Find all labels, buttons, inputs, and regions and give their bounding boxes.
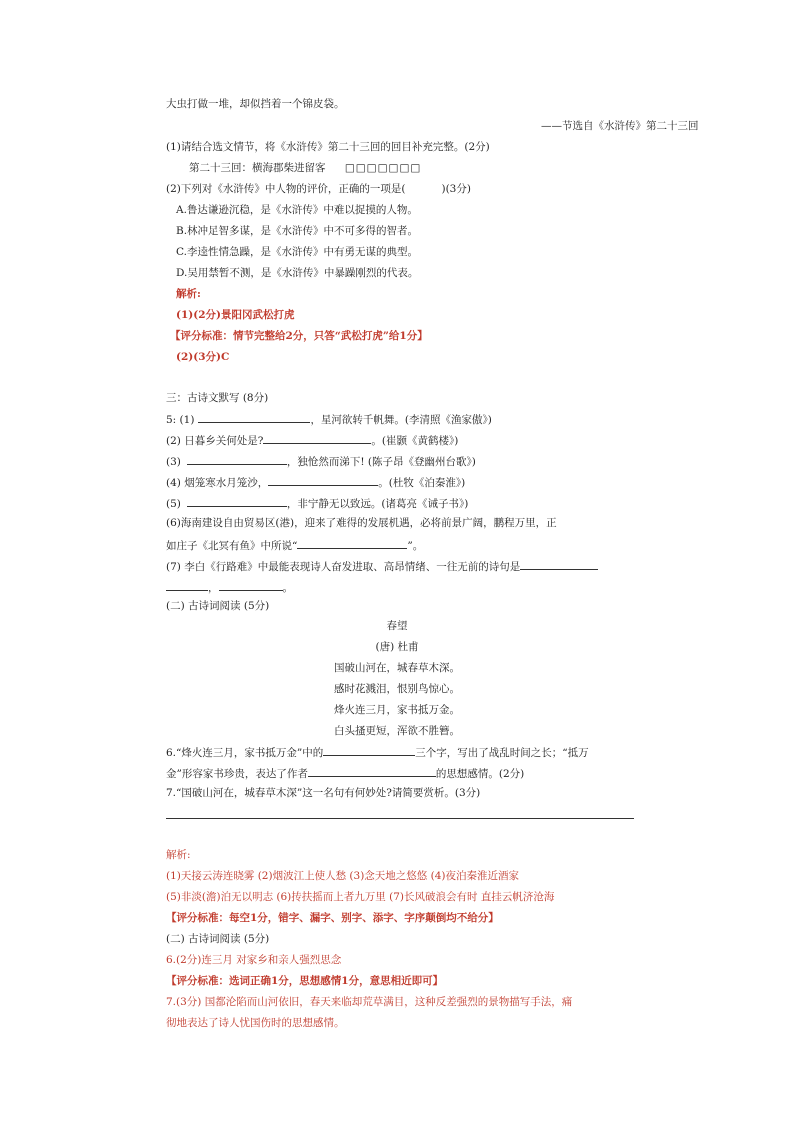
answer-blank[interactable] <box>263 432 371 444</box>
q6-line2-post: 的思想感情。(2分) <box>435 768 525 780</box>
answer-line[interactable] <box>166 818 634 819</box>
q5-7-end: 。 <box>282 582 293 594</box>
q5-2-post: 。(崔颢《黄鹤楼》) <box>371 435 459 447</box>
answer-1-standard: 【评分标准：情节完整给2分，只答“武松打虎”给1分】 <box>170 330 428 342</box>
question-2-prompt-b: )(3分) <box>441 183 471 195</box>
answer-2-a6: 6.(2分)连三月 对家乡和亲人强烈思念 <box>166 954 342 966</box>
question-6-line2 <box>166 765 524 781</box>
answer-1-a2: (2)(3分)C <box>176 351 230 363</box>
poem-line: 烽火连三月，家书抵万金。 <box>334 704 460 716</box>
poem-line: 国破山河在，城春草木深。 <box>334 662 460 674</box>
q5-3-pre: (3) <box>166 456 181 468</box>
question-1-chapter <box>189 161 421 175</box>
question-5-4 <box>166 474 465 490</box>
question-5-7-line1 <box>166 558 598 574</box>
answer-blank[interactable] <box>268 474 378 486</box>
q6-line1-pre: 6.“烽火连三月，家书抵万金”中的 <box>166 747 324 759</box>
q5-1-pre: 5: (1) <box>166 414 195 426</box>
option-b: B.林冲足智多谋，是《水浒传》中不可多得的智者。 <box>176 225 419 237</box>
q5-5-pre: (5) <box>166 498 181 510</box>
answer-blank[interactable] <box>323 744 415 756</box>
q5-6-pre: 如庄子《北冥有鱼》中所说“ <box>166 540 298 552</box>
answer-boxes: □□□□□□□ <box>344 162 422 174</box>
passage-tail-line: 大虫打做一堆，却似挡着一个锦皮袋。 <box>166 98 345 110</box>
answer-1-a1: (1)(2分)景阳冈武松打虎 <box>176 309 295 321</box>
answer-2-heading: 解析: <box>166 849 191 861</box>
question-2-prompt <box>166 182 471 196</box>
q6-line1-post: 三个字，写出了战乱时间之长；“抵万 <box>415 747 589 759</box>
q5-6-post: ”。 <box>407 540 424 552</box>
question-7-prompt: 7.“国破山河在，城春草木深”这一名句有何妙处?请简要赏析。(3分) <box>166 787 481 799</box>
question-5-3 <box>166 453 476 469</box>
question-5-1 <box>166 411 492 427</box>
answer-2-standard2: 【评分标准：选词正确1分，思想感情1分，意思相近即可】 <box>166 975 444 987</box>
poem-title: 春望 <box>386 620 408 632</box>
q5-4-pre: (4) 烟笼寒水月笼沙， <box>166 477 269 489</box>
poem-line: 白头搔更短，浑欲不胜簪。 <box>334 725 460 737</box>
question-5-2 <box>166 432 458 448</box>
question-6-line1 <box>166 744 589 760</box>
q5-3-post: ，独怆然而涕下! (陈子昂《登幽州台歌》) <box>286 456 476 468</box>
passage-source: ——节选自《水浒传》第二十三回 <box>541 120 699 132</box>
q5-5-post: ，非宁静无以致远。(诸葛亮《诫子书》) <box>286 498 469 510</box>
question-2-prompt-a: (2)下列对《水浒传》中人物的评价，正确的一项是( <box>166 183 406 195</box>
option-a: A.鲁达谦逊沉稳，是《水浒传》中难以捉摸的人物。 <box>176 204 418 216</box>
answer-2-section-title: (二) 古诗词阅读 (5分) <box>166 933 270 945</box>
poem-section-title: (二) 古诗词阅读 (5分) <box>166 600 270 612</box>
answer-blank[interactable] <box>187 453 287 465</box>
section-3-title: 三：古诗文默写 (8分) <box>166 392 269 404</box>
answer-blank[interactable] <box>187 495 287 507</box>
answer-1-heading: 解析: <box>176 288 201 300</box>
q5-7-text: (7) 李白《行路难》中最能表现诗人奋发进取、高昂情绪、一往无前的诗句是 <box>166 561 521 573</box>
chapter-prefix: 第二十三回：横海郡柴进留客 <box>189 162 326 174</box>
q6-line2-pre: 金”形容家书珍贵，表达了作者 <box>166 768 308 780</box>
q5-2-pre: (2) 日暮乡关何处是? <box>166 435 264 447</box>
question-5-6-line1: (6)海南建设自由贸易区(港)，迎来了难得的发展机遇，必将前景广阔，鹏程万里，正 <box>166 517 557 529</box>
question-5-7-line2 <box>166 579 293 595</box>
answer-2-line1: (1)天接云涛连晓雾 (2)烟波江上使人愁 (3)念天地之悠悠 (4)夜泊秦淮近酒家 <box>166 870 520 882</box>
answer-2-line2: (5)非淡(澹)泊无以明志 (6)抟扶摇而上者九万里 (7)长风破浪会有时 直挂云帆济沧海 <box>166 891 555 903</box>
answer-blank[interactable] <box>219 579 283 591</box>
answer-2-standard1: 【评分标准：每空1分，错字、漏字、别字、添字、字序颠倒均不给分】 <box>166 912 499 924</box>
answer-blank[interactable] <box>198 411 310 423</box>
q5-7-comma: ， <box>208 582 219 594</box>
answer-blank[interactable] <box>297 537 407 549</box>
question-1-prompt: (1)请结合选文情节，将《水浒传》第二十三回的回目补充完整。(2分) <box>166 141 490 153</box>
question-5-6-line2 <box>166 537 423 553</box>
poem-author: (唐) 杜甫 <box>375 641 419 653</box>
answer-2-a7-line1: 7.(3分) 国都沦陷而山河依旧，春天来临却荒草满目，这种反差强烈的景物描写手法，痛 <box>166 996 573 1008</box>
answer-blank[interactable] <box>520 558 598 570</box>
answer-2-a7-line2: 彻地表达了诗人忧国伤时的思想感情。 <box>166 1017 345 1029</box>
option-c: C.李逵性情急躁，是《水浒传》中有勇无谋的典型。 <box>176 246 418 258</box>
q5-4-post: 。(杜牧《泊秦淮》) <box>378 477 466 489</box>
answer-blank[interactable] <box>308 765 436 777</box>
option-d: D.吴用禁暂不测，是《水浒传》中暴躁刚烈的代表。 <box>176 267 419 279</box>
question-5-5 <box>166 495 468 511</box>
poem-line: 感时花溅泪，恨别鸟惊心。 <box>334 683 460 695</box>
q5-1-post: ，星河欲转千帆舞。(李清照《渔家傲》) <box>310 414 492 426</box>
answer-blank[interactable] <box>166 579 208 591</box>
